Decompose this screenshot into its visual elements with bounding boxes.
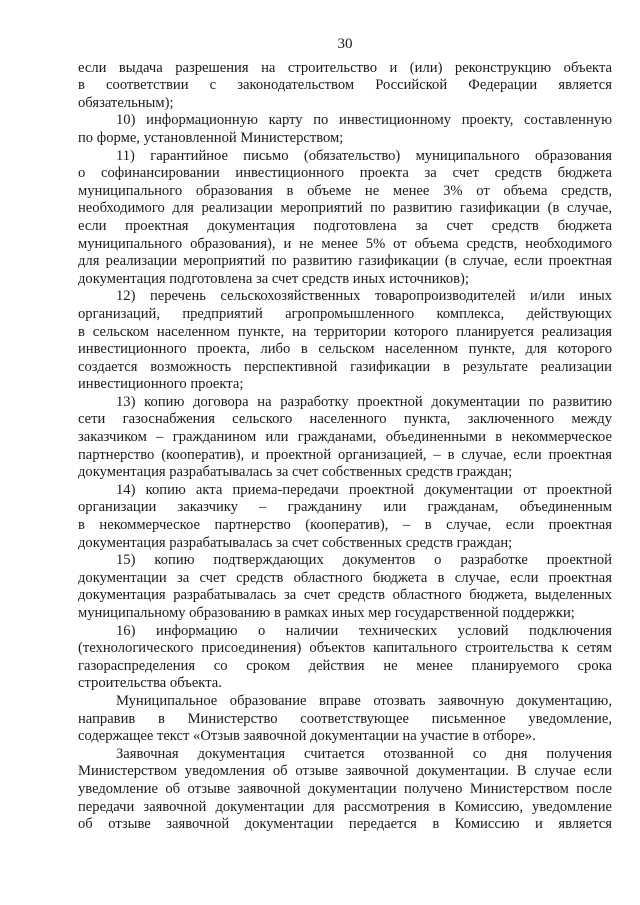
text-line: по форме, установленной Министерством;: [78, 129, 344, 146]
text-line: инвестиционного проекта;: [78, 376, 244, 393]
text-line: документация разрабатывалась за счет собственных средств граждан;: [78, 534, 513, 551]
text-line: муниципального образования в объеме не менее 3% от объема средств,: [78, 182, 612, 199]
text-line: в некоммерческое партнерство (кооператив), – в случае, если проектная: [78, 517, 612, 534]
text-line: партнерство (кооператив), и проектной организацией, – в случае, если проектная: [78, 446, 612, 463]
text-line: если выдача разрешения на строительство и (или) реконструкцию объекта: [78, 59, 612, 76]
text-line: газораспределения со сроком действия не менее планируемого срока: [78, 657, 612, 674]
text-line: обязательным);: [78, 94, 174, 111]
text-line: строительства объекта.: [78, 675, 222, 692]
text-line: 16) информацию о наличии технических условий подключения: [116, 622, 612, 639]
paragraph: [78, 60, 612, 113]
text-line: для реализации мероприятий по развитию газификации (в случае, если проектная: [78, 253, 612, 270]
text-line: 15) копию подтверждающих документов о разработке проектной: [116, 552, 612, 569]
paragraph: [78, 482, 612, 552]
text-line: Министерством уведомления об отзыве заявочной документации. В случае если: [78, 763, 612, 780]
paragraph: [78, 693, 612, 746]
text-line: заказчиком – гражданином или гражданами, объединенными в некоммерческое: [78, 429, 612, 446]
text-line: 12) перечень сельскохозяйственных товаропроизводителей и/или иных: [116, 288, 612, 305]
text-line: направив в Министерство соответствующее письменное уведомление,: [78, 710, 612, 727]
text-line: Заявочная документация считается отозванной со дня получения: [116, 745, 612, 762]
text-line: (технологического присоединения) объектов капитального строительства к сетям: [78, 640, 612, 657]
text-line: сети газоснабжения сельского населенного пункта, заключенного между: [78, 411, 612, 428]
text-line: об отзыве заявочной документации передается в Комиссию и является: [78, 816, 612, 833]
text-line: необходимого для реализации мероприятий по развитию газификации (в случае,: [78, 200, 612, 217]
text-line: инвестиционного проекта, либо в сельском населенном пункте, для которого: [78, 341, 612, 358]
paragraph: [78, 623, 612, 693]
paragraph: [78, 288, 612, 394]
text-line: содержащее текст «Отзыв заявочной документации на участие в отборе».: [78, 728, 536, 745]
text-line: в соответствии с законодательством Российской Федерации является: [78, 77, 612, 94]
paragraph: [78, 394, 612, 482]
document-page: [78, 36, 612, 834]
document-body: [78, 60, 612, 834]
text-line: 14) копию акта приема-передачи проектной документации от проектной: [116, 481, 612, 498]
text-line: 13) копию договора на разработку проектной документации по развитию: [116, 393, 612, 410]
text-line: создается возможность перспективной газификации в результате реализации: [78, 358, 612, 375]
text-line: 11) гарантийное письмо (обязательство) муниципального образования: [116, 147, 612, 164]
text-line: Муниципальное образование вправе отозвать заявочную документацию,: [116, 692, 612, 709]
paragraph: [78, 112, 612, 147]
text-line: организаций, предприятий агропромышленного комплекса, действующих: [78, 305, 612, 322]
text-line: документации за счет средств областного бюджета в случае, если проектная: [78, 569, 612, 586]
paragraph: [78, 746, 612, 834]
text-line: муниципального образования), и не менее 5% от объема средств, необходимого: [78, 235, 612, 252]
text-line: муниципальному образованию в рамках иных мер государственной поддержки;: [78, 605, 575, 621]
text-line: в сельском населенном пункте, на территории которого планируется реализация: [78, 323, 612, 340]
text-line: если проектная документация подготовлена за счет средств бюджета: [78, 217, 612, 234]
text-line: документация разрабатывалась за счет средств областного бюджета, выделенных: [78, 587, 612, 604]
text-line: передачи заявочной документации для рассмотрения в Комиссию, уведомление: [78, 798, 612, 815]
text-line: организации заказчику – гражданину или гражданам, объединенным: [78, 499, 612, 516]
paragraph: [78, 148, 612, 289]
text-line: документация разрабатывалась за счет собственных средств граждан;: [78, 464, 513, 481]
text-line: документация подготовлена за счет средств иных источников);: [78, 270, 469, 287]
paragraph: [78, 552, 612, 622]
text-line: 10) информационную карту по инвестиционному проекту, составленную: [116, 112, 612, 129]
page-number: 30: [337, 36, 353, 52]
text-line: о софинансировании инвестиционного проекта за счет средств бюджета: [78, 165, 612, 182]
text-line: уведомление об отзыве заявочной документации получено Министерством после: [78, 780, 612, 797]
